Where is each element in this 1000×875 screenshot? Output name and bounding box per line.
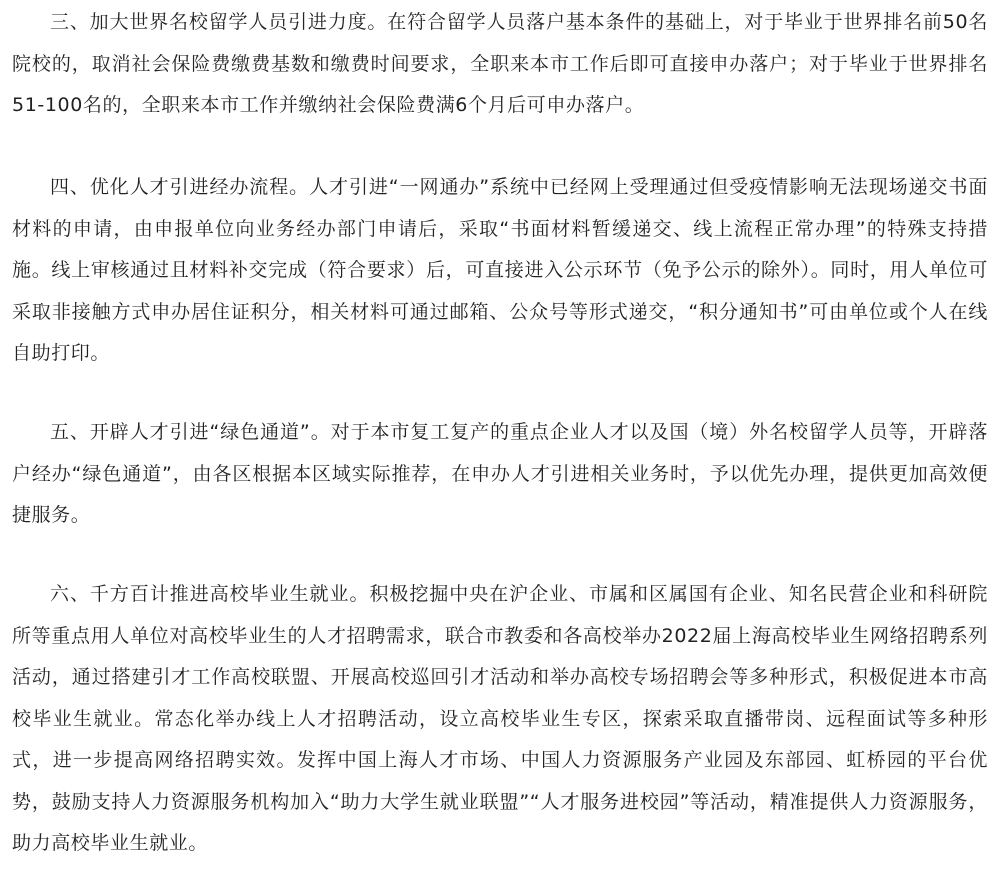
paragraph-3-talent-attraction: 三、加大世界名校留学人员引进力度。在符合留学人员落户基本条件的基础上，对于毕业于世界排名前50名院校的，取消社会保险费缴费基数和缴费时间要求，全职来本市工作后即可直接申办落户；对于毕业于世界排名51-100名的，全职来本市工作并缴纳社会保险费满6个月后可申办落户。 bbox=[12, 11, 988, 116]
paragraph-5-green-channel: 五、开辟人才引进“绿色通道”。对于本市复工复产的重点企业人才以及国（境）外名校留学人员等，开辟落户经办“绿色通道”，由各区根据本区域实际推荐，在申办人才引进相关业务时，予以优先办理，提供更加高效便捷服务。 bbox=[12, 421, 988, 526]
paragraph-4-process-optimization: 四、优化人才引进经办流程。人才引进“一网通办”系统中已经网上受理通过但受疫情影响无法现场递交书面材料的申请，由申报单位向业务经办部门申请后，采取“书面材料暂缓递交、线上流程正常办理”的特殊支持措施。线上审核通过且材料补交完成（符合要求）后，可直接进入公示环节（免予公示的除外）。同时，用人单位可采取非接触方式申办居住证积分，相关材料可通过邮箱、公众号等形式递交，“积分通知书”可由单位或个人在线自助打印。 bbox=[12, 176, 988, 364]
paragraph-6-graduate-employment: 六、千方百计推进高校毕业生就业。积极挖掘中央在沪企业、市属和区属国有企业、知名民营企业和科研院所等重点用人单位对高校毕业生的人才招聘需求，联合市教委和各高校举办2022届上海高校毕业生网络招聘系列活动，通过搭建引才工作高校联盟、开展高校巡回引才活动和举办高校专场招聘会等多种形式，积极促进本市高校毕业生就业。常态化举办线上人才招聘活动，设立高校毕业生专区，探索采取直播带岗、远程面试等多种形式，进一步提高网络招聘实效。发挥中国上海人才市场、中国人力资源服务产业园及东部园、虹桥园的平台优势，鼓励支持人力资源服务机构加入“助力大学生就业联盟”“人才服务进校园”等活动，精准提供人力资源服务，助力高校毕业生就业。 bbox=[12, 583, 988, 854]
